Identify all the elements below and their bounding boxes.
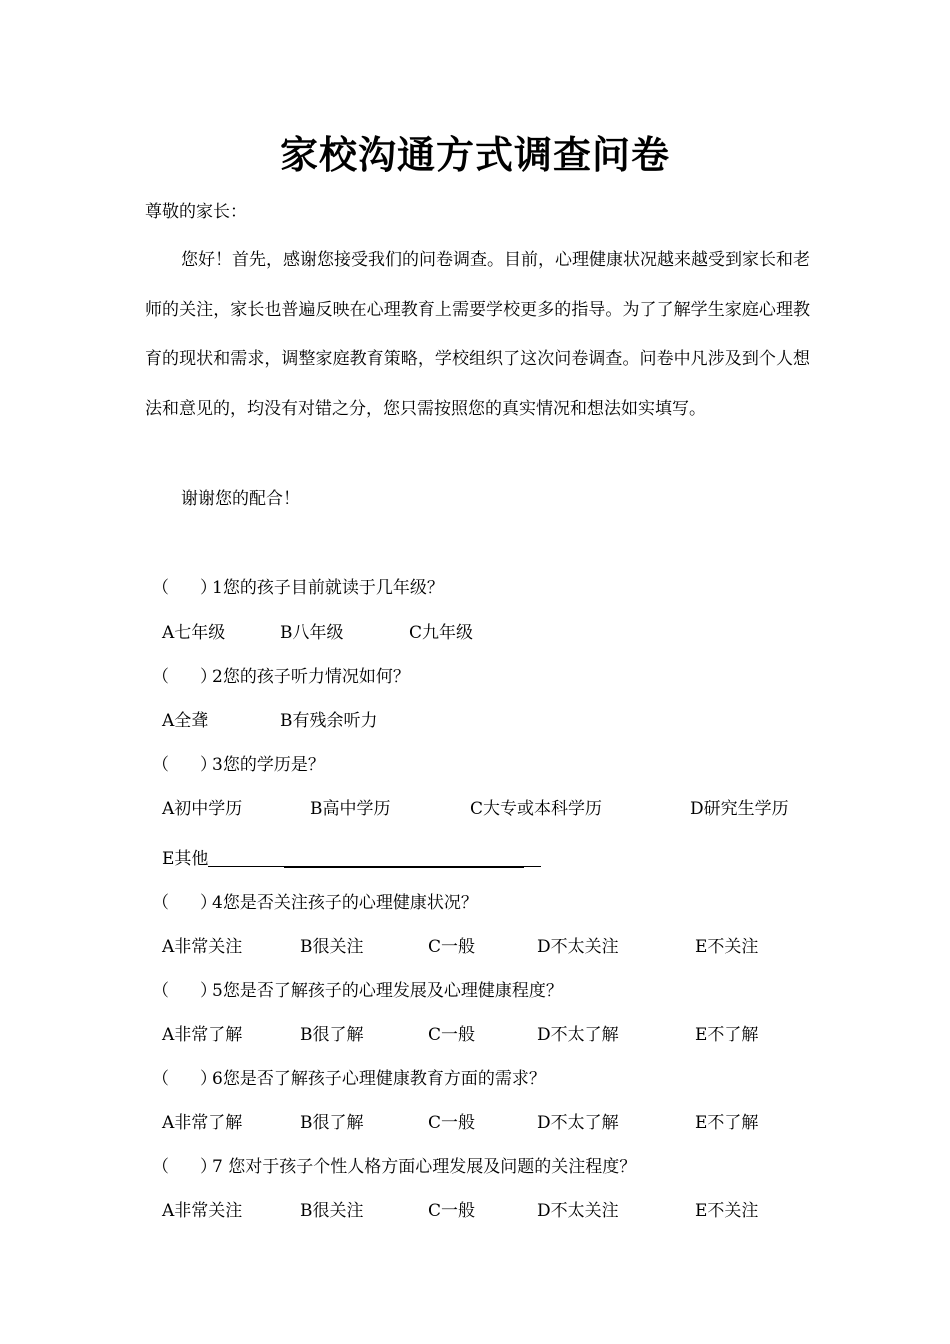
option-e: E不了解 <box>695 1025 759 1045</box>
answer-paren-open[interactable]: （ <box>152 981 169 1001</box>
answer-paren-close: ） <box>200 981 217 1001</box>
question-1 <box>152 573 444 598</box>
option-d: D研究生学历 <box>690 799 789 819</box>
option-b: B很了解 <box>300 1113 364 1133</box>
option-b: B很关注 <box>300 937 364 957</box>
question-4 <box>152 888 478 913</box>
question-text: 5您是否了解孩子的心理发展及心理健康程度？ <box>212 981 563 1001</box>
option-d: D不太了解 <box>537 1113 619 1133</box>
answer-paren-close: ） <box>200 755 217 775</box>
option-e: E不关注 <box>695 1201 759 1221</box>
option-c: C九年级 <box>409 623 474 643</box>
question-7 <box>152 1152 636 1177</box>
other-fill-in-blank[interactable] <box>208 849 541 869</box>
question-5 <box>152 976 563 1001</box>
answer-paren-open[interactable]: （ <box>152 893 169 913</box>
question-text: 3您的学历是？ <box>212 755 325 775</box>
option-b: B很关注 <box>300 1201 364 1221</box>
question-text: 1您的孩子目前就读于几年级？ <box>212 578 444 598</box>
option-a: A全聋 <box>162 711 209 731</box>
question-3 <box>152 750 325 775</box>
option-a: A非常关注 <box>162 937 243 957</box>
answer-paren-open[interactable]: （ <box>152 1157 169 1177</box>
option-c: C大专或本科学历 <box>470 799 603 819</box>
option-c: C一般 <box>428 1201 476 1221</box>
question-text: 2您的孩子听力情况如何？ <box>212 667 410 687</box>
option-a: A初中学历 <box>162 799 243 819</box>
thanks-line: 谢谢您的配合！ <box>181 489 300 509</box>
option-d: D不太关注 <box>537 1201 619 1221</box>
option-e: E不关注 <box>695 937 759 957</box>
question-2 <box>152 662 410 687</box>
option-b: B八年级 <box>280 623 344 643</box>
answer-paren-close: ） <box>200 1157 217 1177</box>
option-b: B高中学历 <box>310 799 391 819</box>
option-b: B很了解 <box>300 1025 364 1045</box>
greeting: 尊敬的家长： <box>145 202 247 222</box>
question-6 <box>152 1064 546 1089</box>
question-text: 4您是否关注孩子的心理健康状况？ <box>212 893 478 913</box>
option-d: D不太了解 <box>537 1025 619 1045</box>
option-e: E不了解 <box>695 1113 759 1133</box>
option-c: C一般 <box>428 1025 476 1045</box>
option-a: A非常了解 <box>162 1025 243 1045</box>
option-c: C一般 <box>428 1113 476 1133</box>
intro-paragraph <box>145 236 810 434</box>
option-d: D不太关注 <box>537 937 619 957</box>
option-b: B有残余听力 <box>280 711 378 731</box>
option-a: A七年级 <box>162 623 226 643</box>
answer-paren-close: ） <box>200 578 217 598</box>
option-a: A非常关注 <box>162 1201 243 1221</box>
answer-paren-close: ） <box>200 1069 217 1089</box>
option-a: A非常了解 <box>162 1113 243 1133</box>
page-title: 家校沟通方式调查问卷 <box>279 132 670 177</box>
intro-text: 您好！首先，感谢您接受我们的问卷调查。目前，心理健康状况越来越受到家长和老师的关注，家长也普遍反映在心理教育上需要学校更多的指导。为了了解学生家庭心理教育的现状和需求，调整家庭教育策略，学校组织了这次问卷调查。问卷中凡涉及到个人想法和意见的，均没有对错之分，您只需按照您的真实情况和想法如实填写。 <box>145 250 810 419</box>
option-c: C一般 <box>428 937 476 957</box>
question-text: 6您是否了解孩子心理健康教育方面的需求？ <box>212 1069 546 1089</box>
answer-paren-open[interactable]: （ <box>152 755 169 775</box>
answer-paren-close: ） <box>200 893 217 913</box>
answer-paren-open[interactable]: （ <box>152 667 169 687</box>
question-text: 7 您对于孩子个性人格方面心理发展及问题的关注程度？ <box>212 1157 637 1177</box>
answer-paren-open[interactable]: （ <box>152 1069 169 1089</box>
question-3-other <box>162 844 541 869</box>
answer-paren-open[interactable]: （ <box>152 578 169 598</box>
option-e-other: E其他 <box>162 849 209 869</box>
answer-paren-close: ） <box>200 667 217 687</box>
